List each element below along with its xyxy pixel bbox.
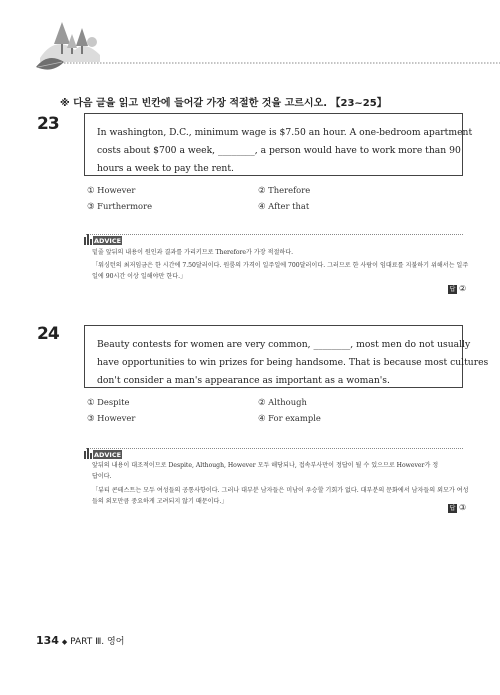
passage-line: costs about $700 a week, ________, a person would have to work more than 90 [97, 145, 461, 156]
answer-option[interactable]: ① However [87, 185, 136, 195]
answer-option[interactable]: ③ However [87, 413, 136, 423]
answer-badge: 답 [449, 504, 456, 512]
advice-explanation [92, 247, 472, 282]
section-title: PART Ⅲ. 영어 [70, 637, 125, 647]
answer-option[interactable]: ④ For example [258, 413, 321, 423]
question-number: 24 [37, 324, 59, 344]
question-passage-box [84, 113, 473, 176]
passage-line: don't consider a man's appearance as important as a woman's. [97, 375, 390, 386]
answer-key [448, 284, 466, 294]
answer-key [448, 503, 466, 513]
advice-explanation [92, 460, 472, 507]
answer-badge: 답 [449, 285, 456, 293]
tree-illustration-icon [40, 22, 100, 62]
passage-line: have opportunities to win prizes for being handsome. That is because most cultures [97, 357, 489, 368]
advice-line: 들의 외모만큼 중요하게 고려되지 않기 때문이다.」 [92, 498, 228, 505]
advice-divider [86, 448, 463, 449]
answer-option[interactable]: ① Despite [87, 397, 130, 407]
advice-line: 일에 90시간 이상 일해야만 한다.」 [92, 273, 187, 280]
advice-line: 밑줄 앞뒤의 내용이 원인과 결과를 가리키므로 Therefore가 가장 적절하다. [92, 249, 294, 256]
advice-header [84, 443, 124, 459]
advice-line: 앞뒤의 내용이 대조적이므로 Despite, Although, However 모두 해당되나, 접속부사만이 정답이 될 수 있으므로 However가 정 [92, 462, 439, 469]
answer-value: ② [459, 284, 467, 293]
answer-option[interactable]: ④ After that [258, 201, 310, 211]
advice-label: ADVICE [93, 237, 122, 245]
advice-label: ADVICE [93, 451, 122, 459]
passage-line: hours a week to pay the rent. [97, 163, 234, 174]
advice-line: 「워싱턴의 최저임금은 한 시간에 7.50달러이다. 원룸의 가격이 일주일에 700달러이다. 그러므로 한 사람이 임대료를 지불하기 위해서는 일주 [92, 262, 469, 269]
answer-option[interactable]: ② Although [258, 397, 307, 407]
advice-divider [86, 234, 463, 235]
advice-line: 답이다. [92, 473, 112, 480]
instruction-text: ※ 다음 글을 읽고 빈칸에 들어갈 가장 적절한 것을 고르시오. 【23~25】 [60, 98, 387, 109]
footer-bullet-icon: ◆ [61, 638, 68, 646]
answer-value: ③ [459, 503, 467, 512]
question-number: 23 [37, 114, 59, 134]
passage-line: In washington, D.C., minimum wage is $7.50 an hour. A one-bedroom apartment [97, 127, 473, 138]
advice-icon [84, 448, 124, 459]
passage-line: Beauty contests for women are very common, ________, most men do not usually [97, 339, 471, 350]
advice-header [84, 229, 124, 245]
answer-option[interactable]: ② Therefore [258, 185, 311, 195]
question-passage-box [84, 325, 489, 388]
header-decoration [0, 0, 500, 80]
answer-option[interactable]: ③ Furthermore [87, 201, 153, 211]
page-footer [36, 634, 124, 647]
advice-icon [84, 234, 124, 245]
page-number: 134 [36, 634, 59, 647]
advice-line: 「뷰티 콘테스트는 모두 여성들의 공통사항이다. 그러나 대부분 남자들은 미남이 우승할 기회가 없다. 대부분의 문화에서 남자들의 외모가 여성 [92, 487, 469, 494]
